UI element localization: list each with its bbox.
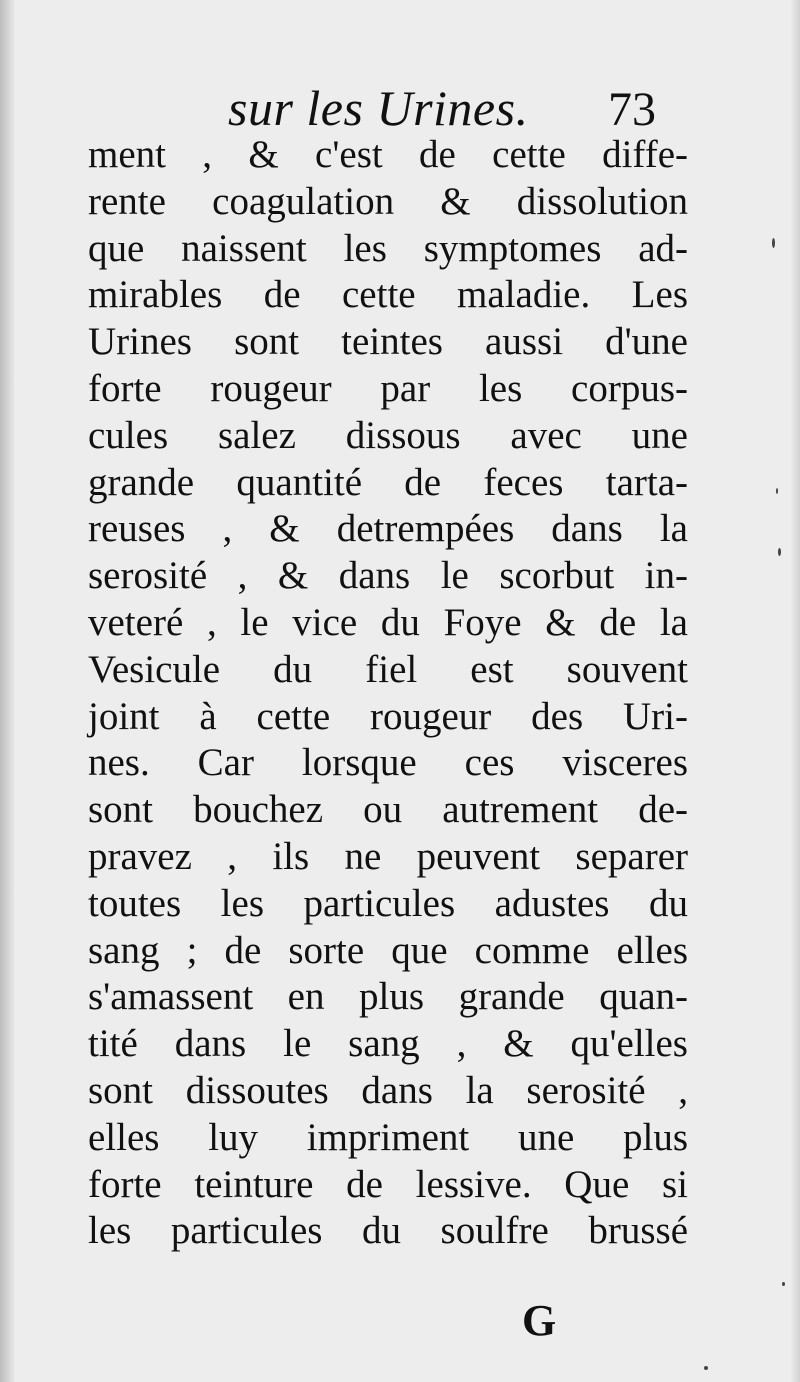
ink-speck xyxy=(704,1366,708,1370)
running-title: sur les Urines. xyxy=(228,80,529,136)
running-header xyxy=(0,78,800,138)
text-line: reuses , & detrempées dans la xyxy=(88,507,688,551)
body-text xyxy=(88,132,688,1255)
text-line: ment , & c'est de cette diffe- xyxy=(88,133,688,176)
text-line: grande quantité de feces tarta- xyxy=(88,460,688,504)
text-line: rente coagulation & dissolution xyxy=(88,179,688,223)
text-line: nes. Car lorsque ces visceres xyxy=(88,741,688,785)
text-line: mirables de cette maladie. Les xyxy=(88,273,688,317)
text-line: veteré , le vice du Foye & de la xyxy=(88,600,688,644)
ink-speck xyxy=(782,1282,785,1286)
signature-mark: G xyxy=(522,1296,557,1345)
ink-speck xyxy=(772,238,775,248)
text-line: pravez , ils ne peuvent separer xyxy=(88,834,688,878)
text-line: elles luy impriment une plus xyxy=(88,1115,688,1159)
text-line: tité dans le sang , & qu'elles xyxy=(88,1022,688,1066)
text-line: cules salez dissous avec une xyxy=(88,413,688,457)
text-line: s'amassent en plus grande quan- xyxy=(88,975,688,1019)
text-line: sang ; de sorte que comme elles xyxy=(88,928,688,972)
text-line: sont bouchez ou autrement de- xyxy=(88,788,688,832)
text-line: forte teinture de lessive. Que si xyxy=(88,1162,688,1206)
text-line: toutes les particules adustes du xyxy=(88,881,688,925)
page-edge xyxy=(790,0,800,1382)
text-line: forte rougeur par les corpus- xyxy=(88,366,688,410)
page-number: 73 xyxy=(608,83,656,136)
binding-gutter xyxy=(0,0,14,1382)
text-line: serosité , & dans le scorbut in- xyxy=(88,554,688,598)
text-line: que naissent les symptomes ad- xyxy=(88,226,688,270)
ink-speck xyxy=(778,548,781,556)
ink-speck xyxy=(776,488,778,494)
text-line: Urines sont teintes aussi d'une xyxy=(88,320,688,364)
text-line: Vesicule du fiel est souvent xyxy=(88,647,688,691)
text-line: joint à cette rougeur des Uri- xyxy=(88,694,688,738)
text-line: les particules du soulfre brussé xyxy=(88,1209,688,1253)
text-line: sont dissoutes dans la serosité , xyxy=(88,1068,688,1112)
